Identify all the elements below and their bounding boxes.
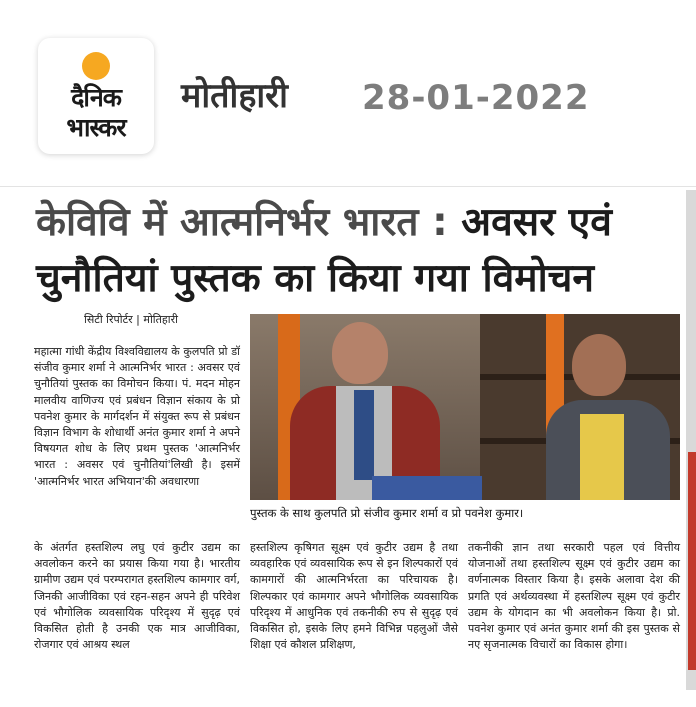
news-clipping [22, 196, 684, 690]
adjacent-clipping-image [688, 452, 696, 670]
edition-city: मोतीहारी [181, 76, 288, 116]
photo-person-1-shirt [354, 390, 374, 480]
logo-line-2: भास्कर [66, 113, 126, 142]
logo-sun-icon [82, 52, 110, 80]
byline: सिटी रिपोर्टर | मोतिहारी [84, 313, 178, 326]
article-photo [250, 314, 680, 500]
headline-line-1 [36, 200, 612, 246]
photo-person-2-head [572, 334, 626, 396]
dainik-bhaskar-logo [38, 38, 154, 154]
photo-caption: पुस्तक के साथ कुलपति प्रो संजीव कुमार शर्मा व प्रो पवनेश कुमार। [250, 506, 524, 520]
article-column-2: हस्तशिल्प कृषिगत सूक्ष्म एवं कुटीर उद्यम है तथा व्यवहारिक एवं व्यवसायिक रूप से इन शिल्पकारों एवं कामगारों की आत्मनिर्भरता का परिचायक है। शिल्पकार एवं कामगार अपने भौगोलिक व्यवसायिक परिदृश्य में आधुनिक एवं तकनीकी रुप से सुदृढ़ एवं विकसित हो, इसके लिए हमने विभिन्न पहलुओं जैसे शिक्षा एवं कौशल प्रशिक्षण, [250, 541, 458, 652]
header-divider [0, 186, 696, 187]
photo-person-1-head [332, 322, 388, 384]
photo-person-2-shirt [580, 414, 624, 500]
logo-line-1: दैनिक [71, 83, 121, 112]
article-column-3: तकनीकी ज्ञान तथा सरकारी पहल एवं वित्तीय योजनाओं तथा हस्तशिल्प सूक्ष्म एवं कुटीर उद्यम का वर्णनात्मक विस्तार किया है। इसके अलावा देश की प्रगति एवं अर्थव्यवस्था में हस्तशिल्प सूक्ष्म एवं कुटीर उद्यम के योगदान का भी अवलोकन किया है। प्रो. पवनेश कुमार एवं अनंत कुमार शर्मा की इस पुस्तक से नए सृजनात्मक विचारों का विकास होगा। [468, 541, 680, 652]
headline-part-1: केविवि में आत्मनिर्भर भारत : [36, 200, 462, 245]
edition-date: 28-01-2022 [362, 78, 590, 118]
article-column-1-top: महात्मा गांधी केंद्रीय विश्वविद्यालय के कुलपति प्रो डॉ संजीव कुमार शर्मा ने आत्मनिर्भर भारत : अवसर एवं चुनौतियां पुस्तक का विमोचन किया। पं. मदन मोहन मालवीय वाणिज्य एवं प्रबंधन विज्ञान संकाय के प्रो पवनेश कुमार के मार्गदर्शन में संयुक्त रूप से प्रबंधन विज्ञान विभाग के शोधार्थी अनंत कुमार शर्मा ने अपने विषयगत शोध के लिए प्रथम पुस्तक 'आत्मनिर्भर भारत : अवसर एवं चुनौतियां'लिखी है। इसमें 'आत्मनिर्भर भारत अभियान'की अवधारणा [34, 345, 240, 488]
headline-part-2: अवसर एवं [461, 200, 612, 245]
photo-book [372, 476, 482, 500]
article-column-1-bottom: के अंतर्गत हस्तशिल्प लघु एवं कुटीर उद्यम का अवलोकन करने का प्रयास किया गया है। भारतीय ग्रामीण उद्यम एवं परम्परागत हस्तशिल्प कामगार वर्ग, जिनकी आजीविका एवं रहन-सहन अपने ही परिवेश एवं भौगोलिक व्यवसायिक परिदृश्य में सुदृढ़ एवं विकसित होती है उनकी एक मात्र आजीविका, रोजगार एवं आश्रय स्थल [34, 541, 240, 652]
headline-line-2: चुनौतियां पुस्तक का किया गया विमोचन [36, 256, 595, 301]
